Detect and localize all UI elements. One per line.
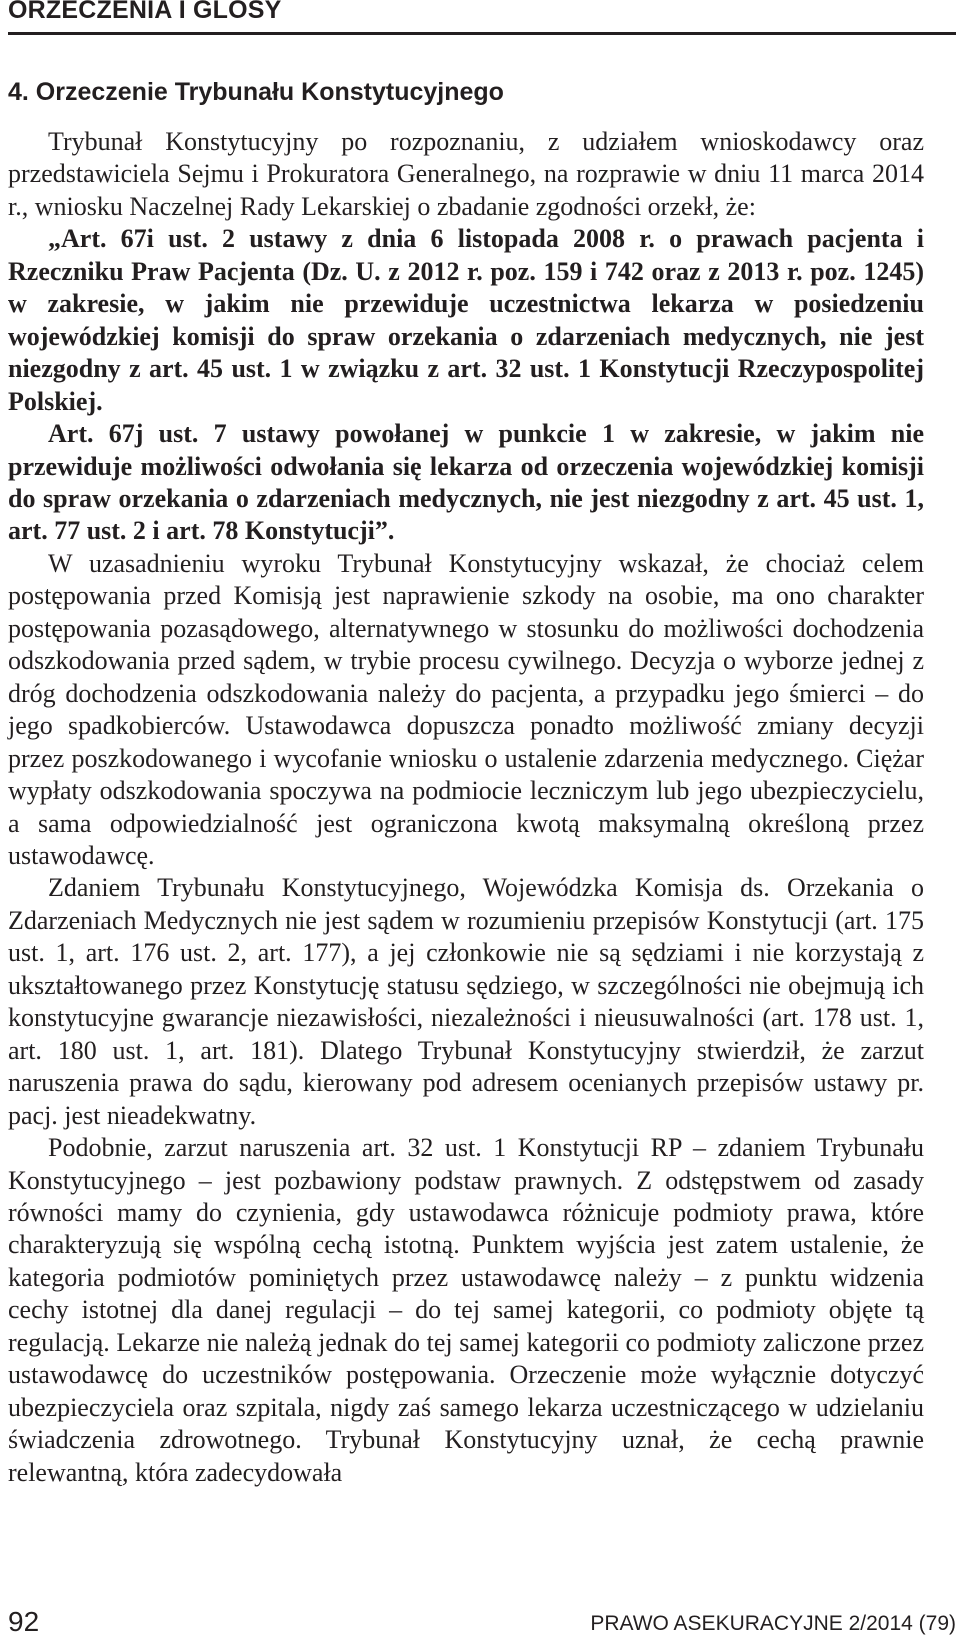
ruling-paragraph-1: „Art. 67i ust. 2 ustawy z dnia 6 listopada 2008 r. o prawach pacjenta i Rzeczniku Praw Pacjenta (Dz. U. z 2012 r. poz. 159 i 742 oraz z 2013 r. poz. 1245) w zakresie, w jakim nie przewiduje uczestnictwa lekarza w posiedzeniu wojewódzkiej komisji do spraw orzekania o zdarzeniach medycznych, nie jest niezgodny z art. 45 ust. 1 w związku z art. 32 ust. 1 Konstytucji Rzeczypospolitej Polskiej. bbox=[8, 224, 924, 416]
section-label: ORZECZENIA I GLOSY bbox=[8, 0, 282, 24]
article-title: 4. Orzeczenie Trybunału Konstytucyjnego bbox=[8, 78, 504, 106]
article-body bbox=[8, 126, 924, 1489]
header-rule bbox=[8, 32, 956, 35]
justification-paragraph-3: Podobnie, zarzut naruszenia art. 32 ust. 1 Konstytucji RP – zdaniem Trybunału Konstytucyjnego – jest pozbawiony podstaw prawnych. Z odstępstwem od zasady równości mamy do czynienia, gdy ustawodawca różnicuje podmioty prawa, które charakteryzują się wspólną cechą istotną. Punktem wyjścia jest zatem ustalenie, że kategoria podmiotów pominiętych przez ustawodawcę należy – z punktu widzenia cechy istotnej dla danej regulacji – do tej samej kategorii, co podmioty objęte tą regulacją. Lekarze nie należą jednak do tej samej kategorii co podmioty zaliczone przez ustawodawcę do uczestników postępowania. Orzeczenie może wyłącznie dotyczyć ubezpieczyciela oraz szpitala, nigdy zaś samego lekarza uczestniczącego w udzielaniu świadczenia zdrowotnego. Trybunał Konstytucyjny uznał, że cechą prawnie relewantną, która zadecydowała bbox=[8, 1133, 924, 1487]
justification-paragraph-1: W uzasadnieniu wyroku Trybunał Konstytucyjny wskazał, że chociaż celem postępowania przed Komisją jest naprawienie szkody na osobie, ma ono charakter postępowania pozasądowego, alternatywnego w stosunku do możliwości dochodzenia odszkodowania przed sądem, w trybie procesu cywilnego. Decyzja o wyborze jednej z dróg dochodzenia odszkodowania należy do pacjenta, a przypadku jego śmierci – do jego spadkobierców. Ustawodawca dopuszcza ponadto możliwość zmiany decyzji przez poszkodowanego i wycofanie wniosku o ustalenie zdarzenia medycznego. Ciężar wypłaty odszkodowania spoczywa na podmiocie leczniczym lub jego ubezpieczycielu, a sama odpowiedzialność jest ograniczona kwotą maksymalną określoną przez ustawodawcę. bbox=[8, 548, 924, 870]
page-number: 92 bbox=[8, 1606, 40, 1637]
intro-paragraph: Trybunał Konstytucyjny po rozpoznaniu, z udziałem wnioskodawcy oraz przedstawiciela Sejmu i Prokuratora Generalnego, na rozprawie w dniu 11 marca 2014 r., wniosku Naczelnej Rady Lekarskiej o zbadanie zgodności orzekł, że: bbox=[8, 127, 924, 221]
justification-paragraph-2: Zdaniem Trybunału Konstytucyjnego, Wojewódzka Komisja ds. Orzekania o Zdarzeniach Medycznych nie jest sądem w rozumieniu przepisów Konstytucji (art. 175 ust. 1, art. 176 ust. 2, art. 177), a jej członkowie nie są sędziami i nie korzystają z ukształtowanego przez Konstytucję statusu sędziego, w szczególności nie obejmują ich konstytucyjne gwarancje niezawisłości, niezależności i nieusuwalności (art. 178 ust. 1, art. 180 ust. 1, art. 181). Dlatego Trybunał Konstytucyjny stwierdził, że zarzut naruszenia prawa do sądu, kierowany pod adresem ocenianych przepisów ustawy pr. pacj. jest nieadekwatny. bbox=[8, 873, 924, 1130]
ruling-paragraph-2: Art. 67j ust. 7 ustawy powołanej w punkcie 1 w zakresie, w jakim nie przewiduje możliwości odwołania się lekarza od orzeczenia wojewódzkiej komisji do spraw orzekania o zdarzeniach medycznych, nie jest niezgodny z art. 45 ust. 1, art. 77 ust. 2 i art. 78 Konstytucji”. bbox=[8, 419, 924, 546]
journal-name: PRAWO ASEKURACYJNE 2/2014 (79) bbox=[590, 1612, 956, 1635]
